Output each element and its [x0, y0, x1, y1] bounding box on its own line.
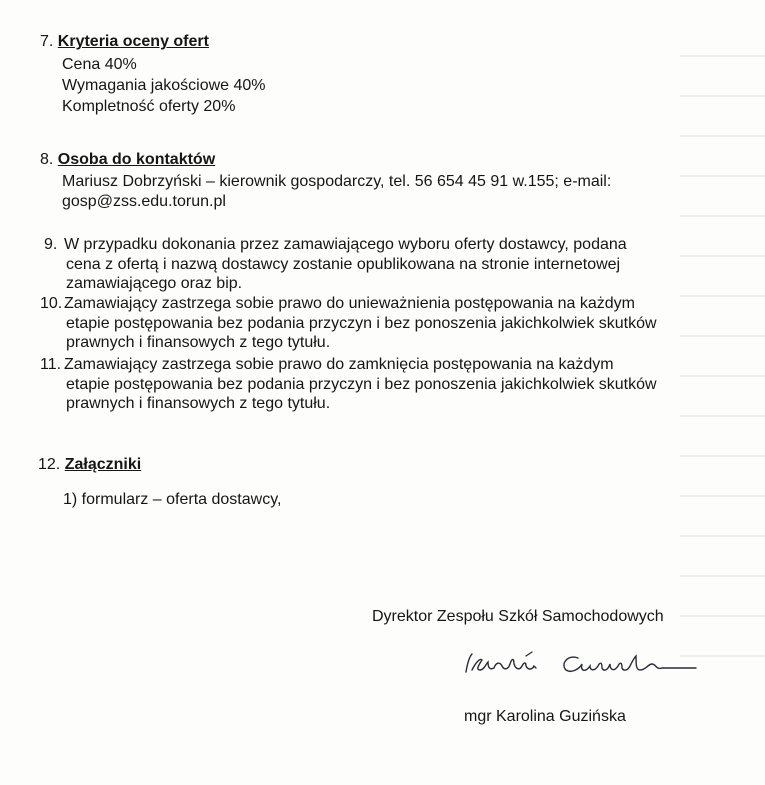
- section-title: Kryteria oceny ofert: [57, 33, 209, 50]
- section-11-number: 11.: [40, 356, 62, 373]
- criteria-item: Kompletność oferty 20%: [62, 98, 236, 115]
- section-number: 8.: [40, 151, 54, 168]
- attachment-item: 1) formularz – oferta dostawcy,: [63, 491, 282, 508]
- paragraph-line: prawnych i finansowych z tego tytułu.: [66, 334, 331, 351]
- section-9-number: 9.: [44, 236, 58, 253]
- section-12-heading: [38, 455, 141, 474]
- paragraph-line: Zamawiający zastrzega sobie prawo do unieważnienia postępowania na każdym: [64, 295, 635, 312]
- contact-email: gosp@zss.edu.torun.pl: [62, 193, 226, 210]
- section-title: Załączniki: [64, 456, 142, 473]
- section-number: 7.: [40, 33, 54, 50]
- paragraph-line: etapie postępowania bez podania przyczyn i bez ponoszenia jakichkolwiek skutków: [66, 315, 657, 332]
- contact-line: Mariusz Dobrzyński – kierownik gospodarczy, tel. 56 654 45 91 w.155; e-mail:: [62, 173, 612, 190]
- criteria-item: Cena 40%: [62, 56, 137, 73]
- paragraph-line: zamawiającego oraz bip.: [66, 275, 243, 292]
- section-10-number: 10.: [40, 295, 63, 312]
- section-title: Osoba do kontaktów: [57, 151, 216, 168]
- section-number: 12.: [38, 456, 61, 473]
- section-8-heading: [40, 150, 215, 169]
- paragraph-line: etapie postępowania bez podania przyczyn i bez ponoszenia jakichkolwiek skutków: [66, 376, 657, 393]
- signatory-name: mgr Karolina Guzińska: [464, 708, 626, 725]
- paragraph-line: Zamawiający zastrzega sobie prawo do zamknięcia postępowania na każdym: [64, 356, 614, 373]
- paragraph-line: cena z ofertą i nazwą dostawcy zostanie opublikowana na stronie internetowej: [66, 256, 621, 273]
- director-title: Dyrektor Zespołu Szkół Samochodowych: [372, 608, 664, 625]
- criteria-item: Wymagania jakościowe 40%: [62, 77, 266, 94]
- section-7-heading: [40, 32, 209, 51]
- paragraph-line: W przypadku dokonania przez zamawiającego wyboru oferty dostawcy, podana: [64, 236, 627, 253]
- paragraph-line: prawnych i finansowych z tego tytułu.: [66, 395, 331, 412]
- handwritten-signature: [460, 648, 700, 682]
